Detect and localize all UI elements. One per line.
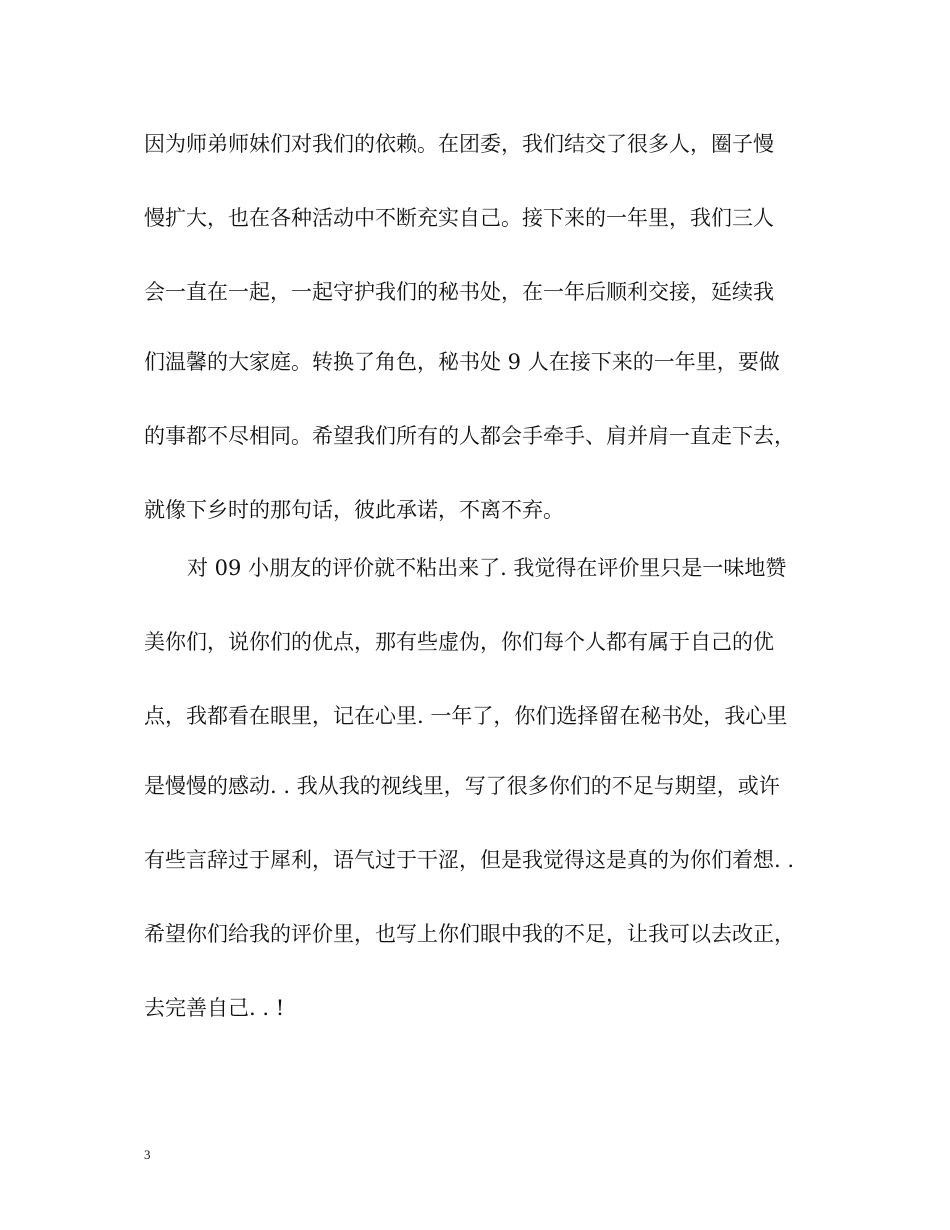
page-number: 3 — [144, 1147, 151, 1162]
paragraph-line-5: 的事都不尽相同。希望我们所有的人都会手牵手、肩并肩一直走下去， — [144, 424, 795, 448]
paragraph-line-6: 就像下乡时的那句话，彼此承诺，不离不弃。 — [144, 498, 564, 522]
paragraph-line-8: 美你们，说你们的优点，那有些虚伪，你们每个人都有属于自己的优 — [144, 630, 774, 654]
paragraph-line-7: 对 09 小朋友的评价就不粘出来了. 我觉得在评价里只是一味地赞 — [187, 556, 787, 580]
paragraph-line-9: 点，我都看在眼里，记在心里. 一年了，你们选择留在秘书处，我心里 — [144, 704, 788, 728]
paragraph-line-2: 慢扩大，也在各种活动中不断充实自己。接下来的一年里，我们三人 — [144, 206, 774, 230]
paragraph-line-1: 因为师弟师妹们对我们的依赖。在团委，我们结交了很多人，圈子慢 — [144, 132, 774, 156]
paragraph-line-3: 会一直在一起，一起守护我们的秘书处，在一年后顺利交接，延续我 — [144, 280, 774, 304]
paragraph-line-13: 去完善自己. . ! — [144, 996, 285, 1020]
paragraph-line-4: 们温馨的大家庭。转换了角色，秘书处 9 人在接下来的一年里，要做 — [144, 350, 780, 374]
paragraph-line-11: 有些言辞过于犀利，语气过于干涩，但是我觉得这是真的为你们着想. . — [144, 848, 795, 872]
paragraph-line-10: 是慢慢的感动. . 我从我的视线里，写了很多你们的不足与期望，或许 — [144, 774, 780, 798]
paragraph-line-12: 希望你们给我的评价里，也写上你们眼中我的不足，让我可以去改正， — [144, 922, 795, 946]
